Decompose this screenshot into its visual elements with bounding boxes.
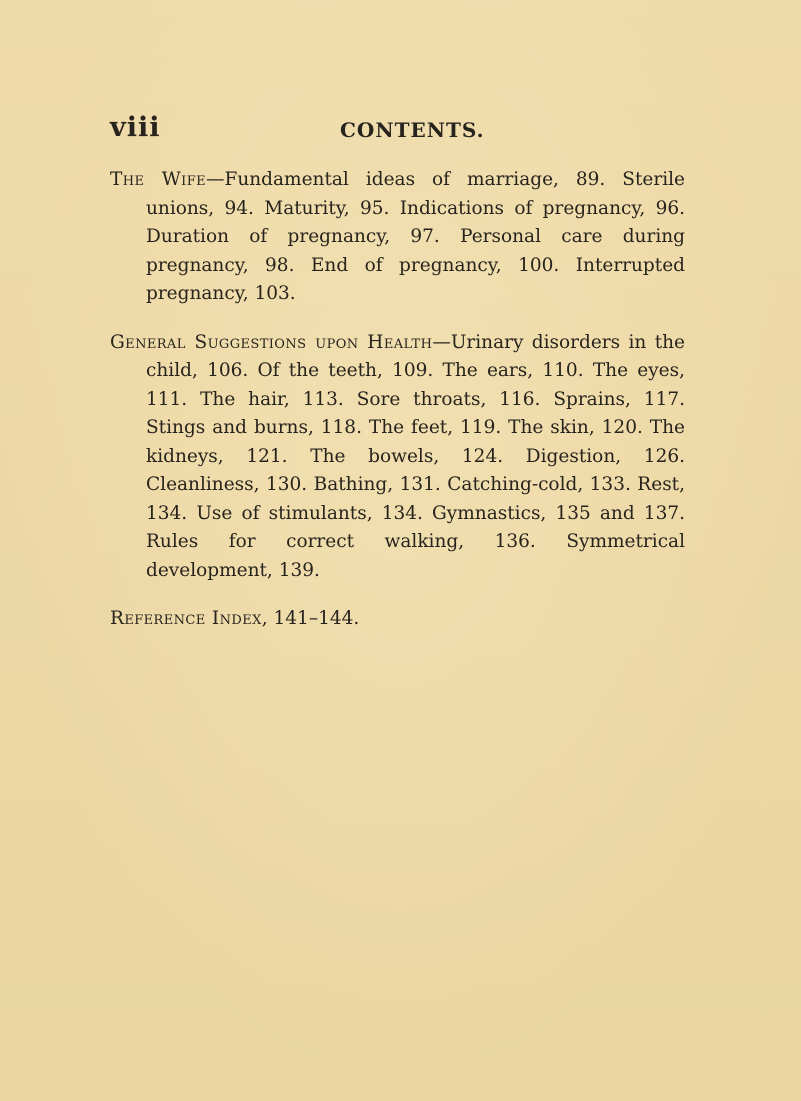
entry-heading: General Suggestions upon Health [110, 331, 433, 353]
contents-entry-general-suggestions [110, 329, 685, 586]
entry-text: , 141–144. [261, 608, 360, 629]
running-head [110, 112, 710, 152]
page-number: viii [110, 112, 161, 143]
entry-heading: Reference Index [110, 608, 262, 629]
page-title: CONTENTS. [340, 118, 485, 142]
entry-text: —Urinary disorders in the child, 106. Of the teeth, 109. The ears, 110. The eyes, 111. The hair, 113. Sore throats, 116. Sprains, 117. Stings and burns, 118. The feet, 119. The skin, 120. The kidneys, 121. The bowels, 124. Digestion, 126. Cleanliness, 130. Bathing, 131. Catching-cold, 133. Rest, 134. Use of stimulants, 134. Gymnastics, 135 and 137. Rules for correct walking, 136. Symmetrical development, 139. [146, 331, 685, 581]
entry-text: —Fundamental ideas of marriage, 89. Sterile unions, 94. Maturity, 95. Indications of pregnancy, 96. Duration of pregnancy, 97. Personal care during pregnancy, 98. End of pregnancy, 100. Interrupted pregnancy, 103. [146, 169, 685, 304]
contents-entry-reference-index [110, 605, 685, 634]
entry-heading: The Wife [110, 169, 207, 190]
contents-entry-the-wife [110, 166, 685, 309]
contents-list [110, 166, 685, 634]
